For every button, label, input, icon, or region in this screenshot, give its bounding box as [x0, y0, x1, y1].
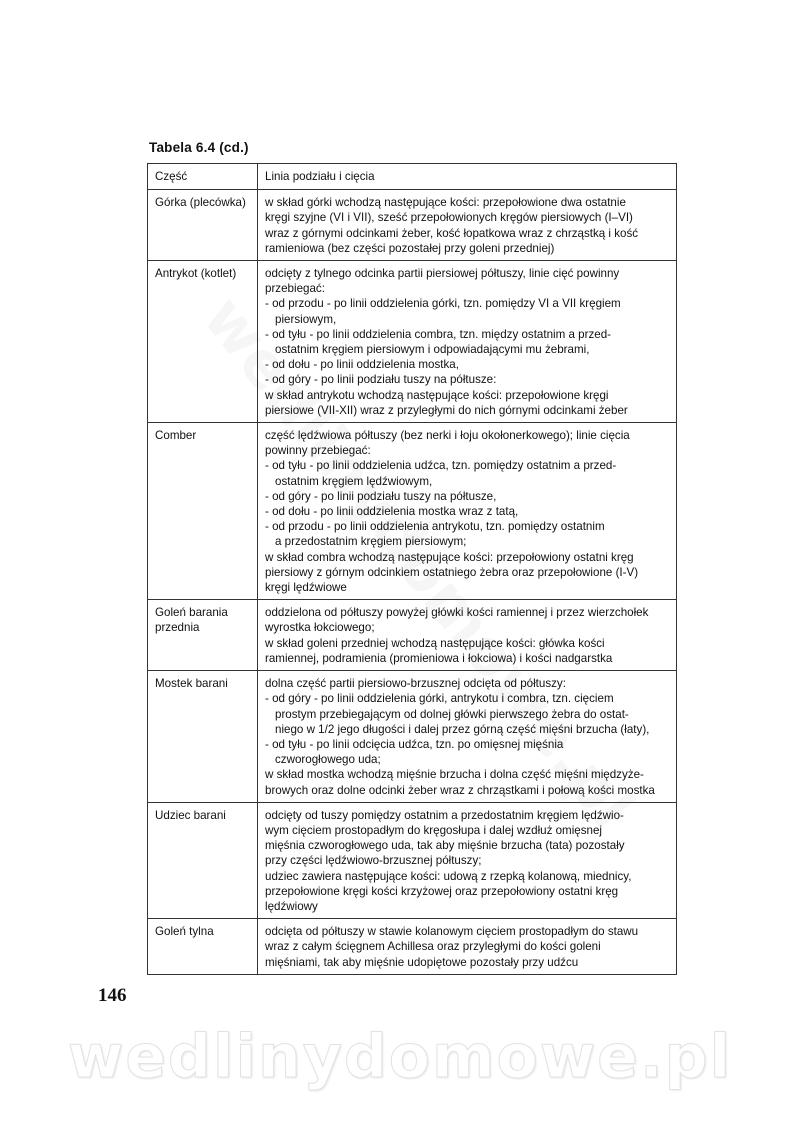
- description-cell: [258, 919, 677, 975]
- description-line: mięśniami, tak aby mięśnie udopiętowe pozostały przy udźcu: [265, 955, 579, 969]
- description-line: udziec zawiera następujące kości: udową z rzepką kolanową, miednicy,: [265, 869, 632, 883]
- description-line: - od tyłu - po linii oddzielenia udźca, tzn. pomiędzy ostatnim a przed-: [265, 459, 617, 473]
- description-line: kręgi szyjne (VI i VII), sześć przepołowionych kręgów piersiowych (I–VI): [265, 211, 633, 225]
- part-cell: Udziec barani: [148, 802, 258, 918]
- description-line: w skład antrykotu wchodzą następujące kości: przepołowione kręgi: [265, 388, 609, 402]
- table-row: [148, 802, 677, 918]
- description-line: przy części lędźwiowo-brzusznej półtuszy;: [265, 854, 482, 868]
- table-header-row: [148, 164, 677, 190]
- description-line: powinny przebiegać:: [265, 444, 371, 458]
- description-cell: [258, 261, 677, 423]
- description-line: kręgi lędźwiowe: [265, 581, 347, 595]
- description-line: lędźwiowy: [265, 899, 318, 913]
- description-line: piersiowym,: [275, 312, 337, 326]
- description-line: ostatnim kręgiem piersiowym i odpowiadającymi mu żebrami,: [275, 343, 590, 357]
- description-line: browych oraz dolne odcinki żeber wraz z chrząstkami i połową kości mostka: [265, 783, 655, 797]
- part-cell: Mostek barani: [148, 671, 258, 803]
- table-row: [148, 600, 677, 671]
- description-line: - od góry - po linii podziału tuszy na półtusze,: [265, 489, 497, 503]
- description-line: a przedostatnim kręgiem piersiowym;: [275, 535, 467, 549]
- description-line: mięśnia czworogłowego uda, tak aby mięśnie brzucha (tata) pozostały: [265, 839, 625, 853]
- header-part: Część: [148, 164, 258, 190]
- description-line: ramiennej, podramienia (promieniowa i łokciowa) i kości nadgarstka: [265, 651, 613, 665]
- description-line: - od góry - po linii podziału tuszy na półtusze:: [265, 373, 497, 387]
- page-number: 146: [98, 985, 127, 1006]
- description-cell: [258, 423, 677, 600]
- description-line: prostym przebiegającym od dolnej główki pierwszego żebra do ostat-: [275, 707, 629, 721]
- table-caption: Tabela 6.4 (cd.): [149, 140, 249, 155]
- part-cell: Goleń tylna: [148, 919, 258, 975]
- part-cell: Górka (plecówka): [148, 190, 258, 261]
- description-cell: [258, 190, 677, 261]
- description-line: - od dołu - po linii oddzielenia mostka wraz z tatą,: [265, 505, 519, 519]
- description-line: wyrostka łokciowego;: [265, 621, 375, 635]
- description-cell: [258, 600, 677, 671]
- description-line: w skład mostka wchodzą mięśnie brzucha i dolna część mięśni międzyże-: [265, 768, 644, 782]
- description-line: wraz z całym ścięgnem Achillesa oraz przyległymi do kości goleni: [265, 940, 601, 954]
- description-line: w skład górki wchodzą następujące kości: przepołowione dwa ostatnie: [265, 196, 626, 210]
- table-row: [148, 919, 677, 975]
- description-line: odcięta od półtuszy w stawie kolanowym cięciem prostopadłym do stawu: [265, 925, 639, 939]
- description-line: odcięty z tylnego odcinka partii piersiowej półtuszy, linie cięć powinny: [265, 267, 620, 281]
- part-cell: Comber: [148, 423, 258, 600]
- table-row: [148, 190, 677, 261]
- description-line: - od góry - po linii oddzielenia górki, antrykotu i combra, tzn. cięciem: [265, 692, 614, 706]
- part-cell: Antrykot (kotlet): [148, 261, 258, 423]
- table-row: [148, 261, 677, 423]
- description-line: w skład combra wchodzą następujące kości: przepołowiony ostatni kręg: [265, 550, 634, 564]
- part-cell: Goleń barania przednia: [148, 600, 258, 671]
- description-line: wraz z górnymi odcinkami żeber, kość łopatkowa wraz z chrząstką i kość: [265, 226, 639, 240]
- description-line: - od tyłu - po linii oddzielenia combra, tzn. między ostatnim a przed-: [265, 327, 612, 341]
- table-row: [148, 671, 677, 803]
- header-line: Linia podziału i cięcia: [258, 164, 677, 190]
- description-cell: [258, 802, 677, 918]
- footer-watermark: wedlinydomowe.pl: [67, 1022, 733, 1092]
- description-line: ramieniowa (bez części pozostałej przy goleni przedniej): [265, 241, 555, 255]
- description-line: - od tyłu - po linii odcięcia udźca, tzn. po omięsnej mięśnia: [265, 737, 564, 751]
- description-line: - od przodu - po linii oddzielenia górki, tzn. pomiędzy VI a VII kręgiem: [265, 297, 621, 311]
- description-line: dolna część partii piersiowo-brzusznej odcięta od półtuszy:: [265, 677, 566, 691]
- description-line: oddzielona od półtuszy powyżej główki kości ramiennej i przez wierzchołek: [265, 606, 649, 620]
- description-line: piersiowy z górnym odcinkiem ostatniego żebra oraz przepołowione (I-V): [265, 565, 639, 579]
- description-line: wym cięciem prostopadłym do kręgosłupa i dalej wzdłuż omięsnej: [265, 823, 603, 837]
- description-line: przebiegać:: [265, 282, 325, 296]
- description-line: ostatnim kręgiem lędźwiowym,: [275, 474, 433, 488]
- description-line: przepołowione kręgi kości krzyżowej oraz przepołowiony ostatni kręg: [265, 884, 619, 898]
- description-line: - od przodu - po linii oddzielenia antrykotu, tzn. pomiędzy ostatnim: [265, 520, 605, 534]
- description-cell: [258, 671, 677, 803]
- table-body: [148, 190, 677, 975]
- description-line: piersiowe (VII-XII) wraz z przyległymi do nich górnymi odcinkami żeber: [265, 403, 628, 417]
- cuts-table: [147, 163, 677, 975]
- description-line: niego w 1/2 jego długości i dalej przez górną część mięśni brzucha (łaty),: [275, 722, 650, 736]
- description-line: część lędźwiowa półtuszy (bez nerki i łoju okołonerkowego); linie cięcia: [265, 429, 630, 443]
- table-row: [148, 423, 677, 600]
- description-line: w skład goleni przedniej wchodzą następujące kości: główka kości: [265, 636, 605, 650]
- description-line: - od dołu - po linii oddzielenia mostka,: [265, 358, 459, 372]
- description-line: odcięty od tuszy pomiędzy ostatnim a przedostatnim kręgiem lędźwio-: [265, 808, 624, 822]
- description-line: czworogłowego uda;: [275, 753, 381, 767]
